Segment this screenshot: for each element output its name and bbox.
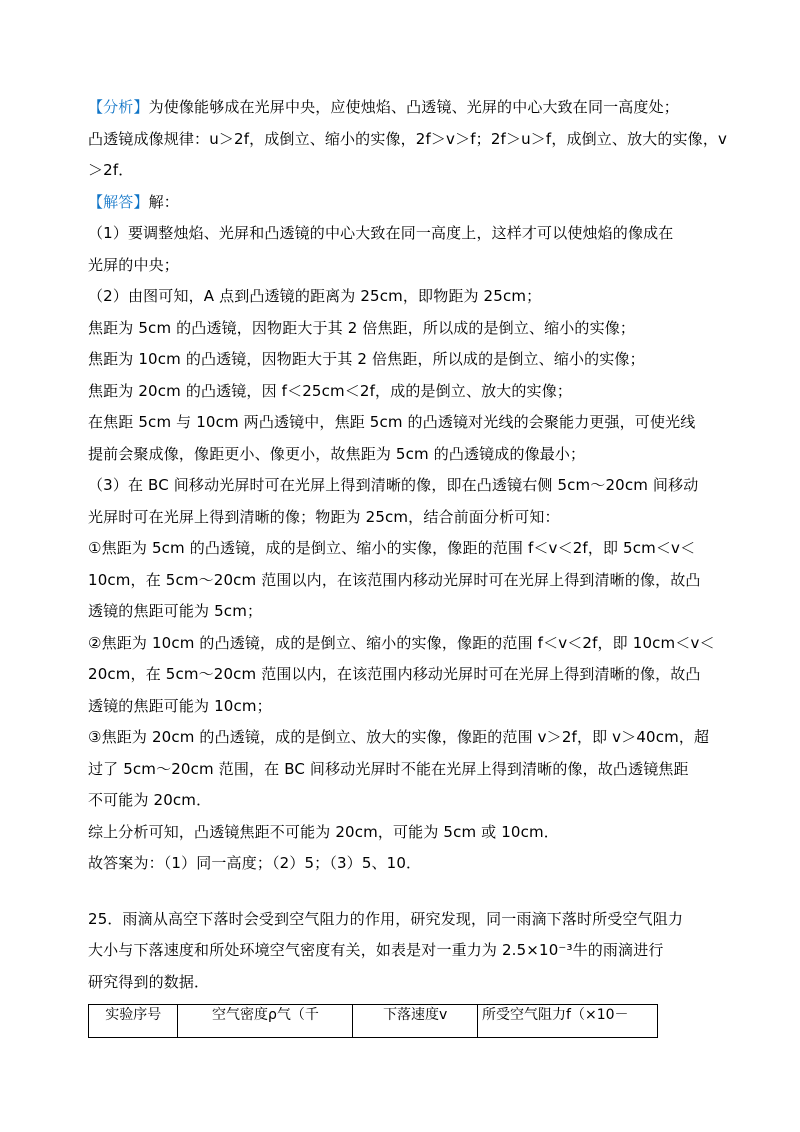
answer-heading xyxy=(88,187,708,219)
answer-line: 不可能为 20cm． xyxy=(88,791,212,809)
answer-line: 过了 5cm～20cm 范围，在 BC 间移动光屏时不能在光屏上得到清晰的像，故凸透镜焦距 xyxy=(88,759,689,778)
answer-line: 20cm，在 5cm～20cm 范围以内，在该范围内移动光屏时可在光屏上得到清晰的像，故凸 xyxy=(88,665,701,683)
analysis-line-3: ＞2f． xyxy=(88,161,134,179)
table-header-cell: 实验序号 xyxy=(89,1005,178,1038)
answer-line: （3）在 BC 间移动光屏时可在光屏上得到清晰的像，即在凸透镜右侧 5cm～20cm 间移动 xyxy=(88,476,699,494)
answer-line: 焦距为 10cm 的凸透镜，因物距大于其 2 倍焦距，所以成的是倒立、缩小的实像； xyxy=(88,350,645,368)
data-table xyxy=(88,1004,658,1038)
analysis-line-2: 凸透镜成像规律：u＞2f，成倒立、缩小的实像，2f＞v＞f；2f＞u＞f，成倒立、放大的实像，v xyxy=(88,129,728,148)
table-header-cell: 空气密度ρ气（千 xyxy=(178,1005,353,1038)
answer-line: 透镜的焦距可能为 10cm； xyxy=(88,696,272,715)
answer-line: ①焦距为 5cm 的凸透镜，成的是倒立、缩小的实像，像距的范围 f＜v＜2f，即 5cm＜v＜ xyxy=(88,539,696,557)
answer-line: （2）由图可知，A 点到凸透镜的距离为 25cm，即物距为 25cm； xyxy=(88,287,542,305)
table-header-row xyxy=(89,1005,658,1038)
answer-line: 焦距为 20cm 的凸透镜，因 f＜25cm＜2f，成的是倒立、放大的实像； xyxy=(88,381,573,400)
question-25-line: 研究得到的数据． xyxy=(88,972,210,991)
table-header-cell: 所受空气阻力f（×10－ xyxy=(478,1005,658,1038)
answer-line: ②焦距为 10cm 的凸透镜，成的是倒立、缩小的实像，像距的范围 f＜v＜2f，即 10cm＜v＜ xyxy=(88,633,715,652)
answer-line: 10cm，在 5cm～20cm 范围以内，在该范围内移动光屏时可在光屏上得到清晰的像，故凸 xyxy=(88,570,701,589)
answer-line: 故答案为：（1）同一高度；（2）5；（3）5、10． xyxy=(88,854,422,872)
analysis-tag: 【分析】 xyxy=(88,98,149,116)
answer-line: 光屏的中央； xyxy=(88,255,179,274)
answer-line: ③焦距为 20cm 的凸透镜，成的是倒立、放大的实像，像距的范围 v＞2f，即 v＞40cm，超 xyxy=(88,728,710,746)
table-header-cell: 下落速度v xyxy=(353,1005,478,1038)
document-content xyxy=(88,92,728,1038)
answer-line: （1）要调整烛焰、光屏和凸透镜的中心大致在同一高度上，这样才可以使烛焰的像成在 xyxy=(88,224,674,242)
analysis-line-1 xyxy=(88,92,708,124)
question-25-line: 大小与下落速度和所处环境空气密度有关，如表是对一重力为 2.5×10⁻³牛的雨滴进行 xyxy=(88,941,664,959)
answer-line: 在焦距 5cm 与 10cm 两凸透镜中，焦距 5cm 的凸透镜对光线的会聚能力更强，可使光线 xyxy=(88,413,696,431)
question-25-line: 25．雨滴从高空下落时会受到空气阻力的作用，研究发现，同一雨滴下落时所受空气阻力 xyxy=(88,909,684,928)
section-gap xyxy=(88,880,708,904)
answer-tag: 【解答】 xyxy=(88,192,149,211)
analysis-text: 为使像能够成在光屏中央，应使烛焰、凸透镜、光屏的中心大致在同一高度处； xyxy=(148,98,679,116)
answer-line: 综上分析可知，凸透镜焦距不可能为 20cm，可能为 5cm 或 10cm． xyxy=(88,822,559,841)
answer-line: 提前会聚成像，像距更小、像更小，故焦距为 5cm 的凸透镜成的像最小； xyxy=(88,444,586,463)
answer-line: 光屏时可在光屏上得到清晰的像；物距为 25cm，结合前面分析可知： xyxy=(88,507,560,526)
answer-intro: 解： xyxy=(148,192,179,211)
answer-line: 焦距为 5cm 的凸透镜，因物距大于其 2 倍焦距，所以成的是倒立、缩小的实像； xyxy=(88,318,636,337)
answer-line: 透镜的焦距可能为 5cm； xyxy=(88,602,263,620)
